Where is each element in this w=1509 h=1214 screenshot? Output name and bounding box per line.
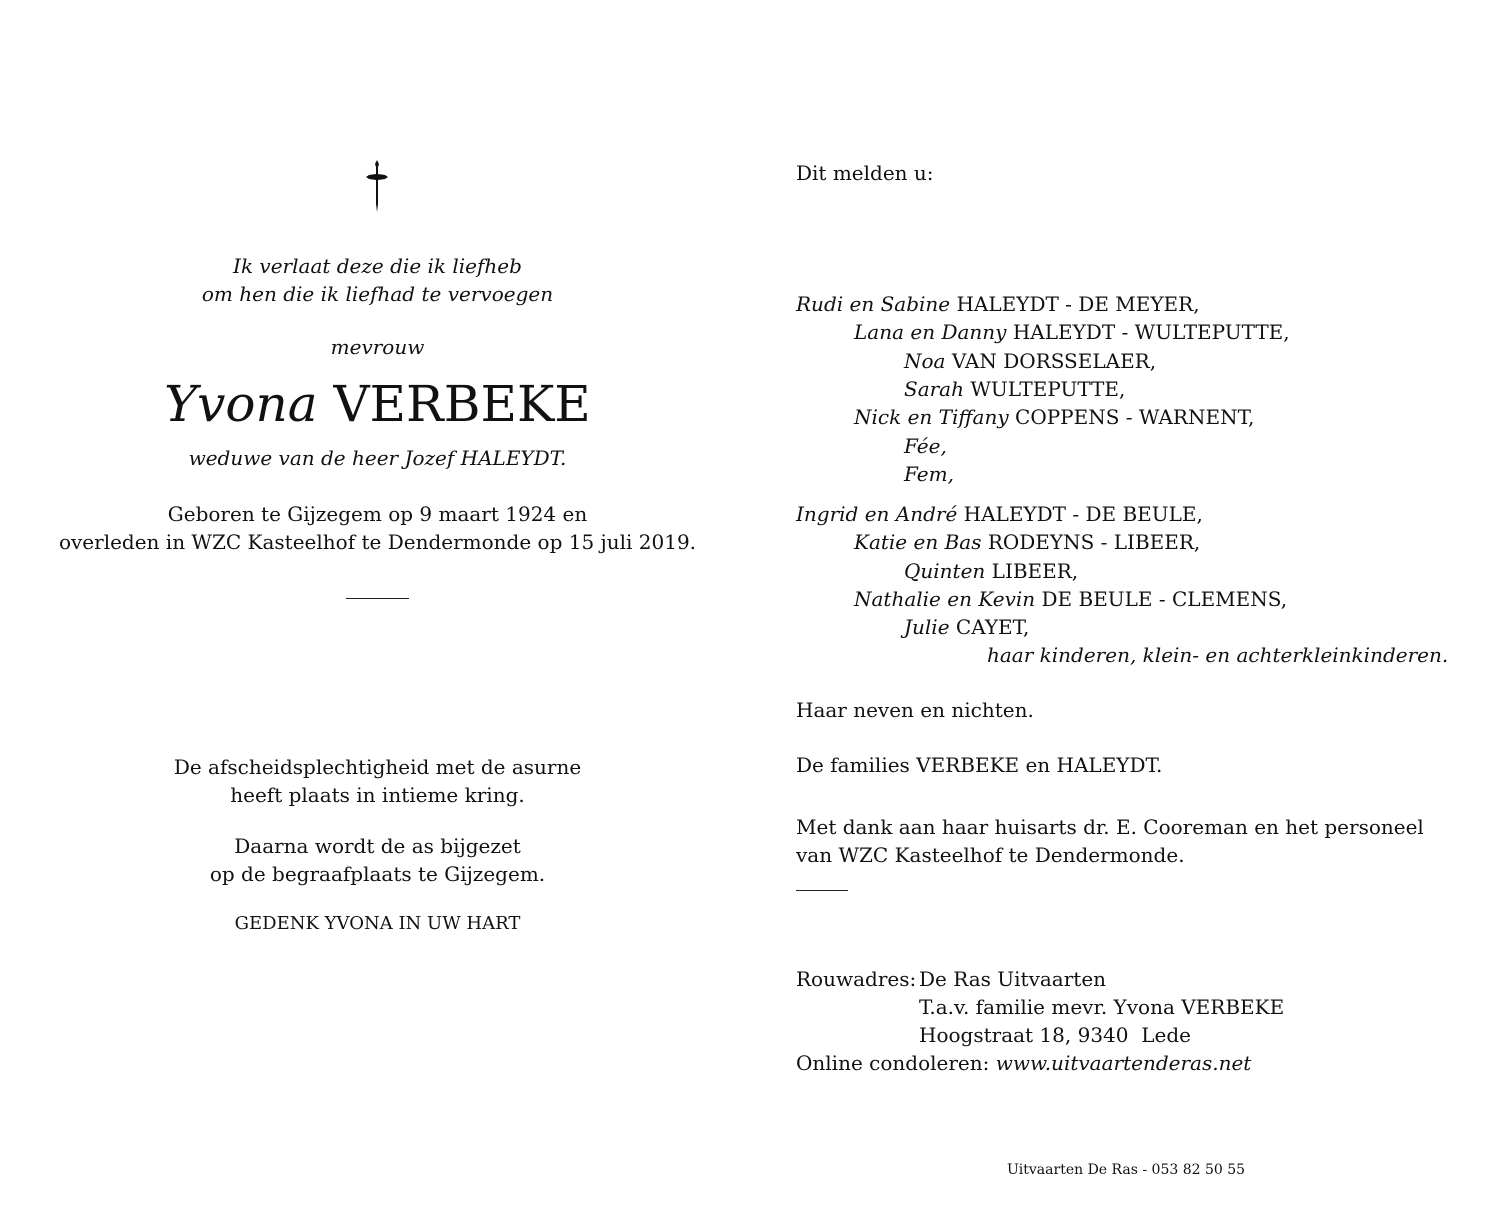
family-member-surname: HALEYDT - DE BEULE,	[963, 502, 1203, 526]
family-member-surname: DE BEULE - CLEMENS,	[1041, 586, 1288, 611]
family-member-surname: RODEYNS - LIBEER,	[987, 530, 1201, 555]
address-line-2: T.a.v. familie mevr. Yvona VERBEKE	[919, 995, 1285, 1019]
family-member-first-names: Fem,	[904, 461, 954, 486]
ceremony-line-2: heeft plaats in intieme kring.	[230, 783, 525, 807]
family-member-surname: CAYET,	[955, 615, 1030, 640]
family-member-line	[854, 318, 1290, 346]
family-member-surname: HALEYDT - WULTEPUTTE,	[1012, 320, 1290, 345]
family-member-line	[904, 375, 1125, 403]
family-member-first-names: Lana en Danny	[854, 320, 1013, 345]
address-line-3: Hoogstraat 18, 9340 Lede	[919, 1023, 1191, 1047]
cousins-line: Haar neven en nichten.	[796, 698, 1034, 722]
burial-line-2: op de begraafplaats te Gijzegem.	[209, 862, 546, 886]
died-line: overleden in WZC Kasteelhof te Dendermonde op 15 juli 2019.	[58, 530, 697, 554]
family-member-first-names: Ingrid en André	[796, 502, 964, 526]
family-member-first-names: Rudi en Sabine	[796, 292, 957, 316]
footer-funeral-home: Uitvaarten De Ras - 053 82 50 55	[1007, 1162, 1246, 1178]
relation-line: haar kinderen, klein- en achterkleinkinderen.	[987, 643, 1449, 667]
family-member-first-names: Sarah	[904, 376, 971, 401]
family-member-surname: VAN DORSSELAER,	[951, 348, 1157, 373]
family-member-surname: COPPENS - WARNENT,	[1015, 405, 1255, 430]
born-line: Geboren te Gijzegem op 9 maart 1924 en	[167, 502, 588, 526]
widow-line: weduwe van de heer Jozef HALEYDT.	[188, 446, 567, 470]
family-member-line	[904, 432, 947, 460]
poem-line-2: om hen die ik liefhad te vervoegen	[201, 282, 554, 306]
family-member-line	[796, 290, 1200, 318]
online-label: Online condoleren:	[796, 1051, 990, 1075]
family-member-line	[904, 613, 1029, 641]
deceased-last-name: VERBEKE	[333, 375, 591, 433]
address-line-1: De Ras Uitvaarten	[919, 967, 1107, 991]
family-member-first-names: Noa	[904, 348, 952, 373]
address-label: Rouwadres:	[796, 967, 917, 991]
family-member-line	[854, 528, 1200, 556]
burial-line-1: Daarna wordt de as bijgezet	[234, 834, 521, 858]
family-member-surname: WULTEPUTTE,	[970, 376, 1126, 401]
family-member-surname: HALEYDT - DE MEYER,	[956, 292, 1200, 316]
family-member-line	[796, 500, 1203, 528]
thanks-line-1: Met dank aan haar huisarts dr. E. Cooreman en het personeel	[796, 815, 1424, 839]
family-member-first-names: Katie en Bas	[854, 530, 988, 555]
families-line: De families VERBEKE en HALEYDT.	[796, 753, 1163, 777]
family-member-line	[904, 460, 954, 488]
family-member-first-names: Nathalie en Kevin	[854, 586, 1042, 611]
remember-line: GEDENK YVONA IN UW HART	[234, 913, 521, 934]
ceremony-line-1: De afscheidsplechtigheid met de asurne	[173, 755, 582, 779]
poem-line-1: Ik verlaat deze die ik liefheb	[233, 254, 522, 278]
family-member-line	[854, 403, 1254, 431]
family-member-first-names: Quinten	[904, 558, 992, 583]
online-url-link[interactable]: www.uitvaartenderas.net	[995, 1051, 1252, 1075]
intro-line: Dit melden u:	[796, 161, 934, 185]
deceased-first-name: Yvona	[164, 375, 318, 433]
title-mevrouw: mevrouw	[330, 335, 425, 359]
family-member-line	[904, 557, 1078, 585]
family-member-surname: LIBEER,	[991, 558, 1079, 583]
separator-line-right	[796, 890, 848, 891]
online-condolence	[796, 1049, 1251, 1077]
family-member-line	[904, 347, 1156, 375]
family-member-first-names: Julie	[904, 615, 956, 640]
deceased-name	[40, 372, 715, 436]
family-member-first-names: Fée,	[904, 433, 947, 458]
latin-cross-icon	[366, 160, 388, 212]
family-member-first-names: Nick en Tiffany	[854, 405, 1016, 430]
separator-line	[346, 598, 409, 599]
thanks-line-2: van WZC Kasteelhof te Dendermonde.	[796, 843, 1185, 867]
family-member-line	[854, 585, 1287, 613]
